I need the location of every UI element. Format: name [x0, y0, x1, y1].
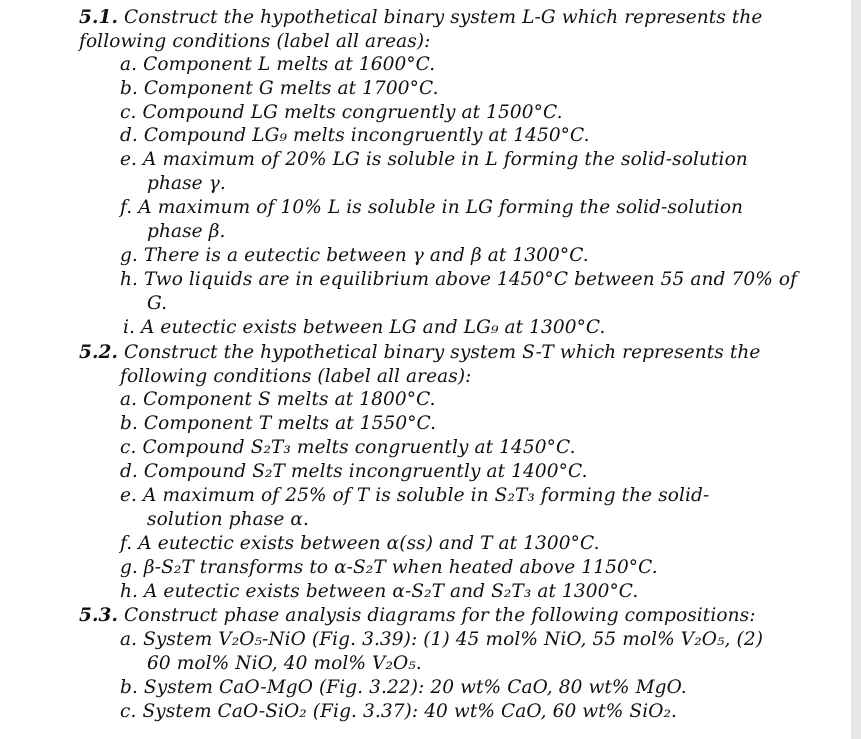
- list-item: [120, 436, 576, 459]
- item-text: A eutectic exists between α(ss) and T at 1300°C.: [138, 533, 600, 554]
- problem-5-2-intro-cont: following conditions (label all areas):: [120, 366, 472, 387]
- list-item: [120, 460, 588, 483]
- list-item: [123, 316, 606, 339]
- page-edge: [851, 0, 861, 739]
- item-text: Component L melts at 1600°C.: [143, 54, 436, 75]
- problem-5-1-intro-cont: following conditions (label all areas):: [79, 31, 431, 52]
- item-text: A maximum of 10% L is soluble in LG forming the solid-solution: [138, 197, 744, 218]
- list-item: [120, 700, 677, 723]
- item-letter: c.: [120, 102, 137, 123]
- item-letter: a.: [120, 629, 138, 650]
- item-letter: a.: [120, 54, 138, 75]
- problem-number: 5.2.: [79, 342, 119, 363]
- problem-5-1-intro: [79, 6, 762, 29]
- item-text: Component T melts at 1550°C.: [143, 413, 437, 434]
- problem-text: Construct the hypothetical binary system L-G which represents the: [124, 7, 763, 28]
- list-item: [120, 532, 600, 555]
- item-text: System CaO-MgO (Fig. 3.22): 20 wt% CaO, 80 wt% MgO.: [143, 677, 687, 698]
- item-letter: d.: [120, 461, 138, 482]
- item-text: β-S₂T transforms to α-S₂T when heated above 1150°C.: [143, 557, 658, 578]
- list-item: [120, 53, 435, 76]
- list-item: [120, 77, 439, 100]
- list-item: [120, 484, 709, 507]
- item-letter: a.: [120, 389, 138, 410]
- item-letter: b.: [120, 677, 138, 698]
- item-letter: b.: [120, 413, 138, 434]
- item-letter: g.: [120, 557, 138, 578]
- item-letter: c.: [120, 701, 137, 722]
- item-text-cont: phase β.: [147, 221, 226, 242]
- list-item: [120, 412, 436, 435]
- item-text-cont: solution phase α.: [147, 509, 309, 530]
- item-text: A maximum of 20% LG is soluble in L forming the solid-solution: [143, 149, 748, 170]
- item-letter: e.: [120, 149, 138, 170]
- item-letter: e.: [120, 485, 138, 506]
- problem-5-3-intro: [79, 604, 756, 627]
- problem-text: Construct phase analysis diagrams for the following compositions:: [124, 605, 756, 626]
- list-item: [120, 148, 748, 171]
- problem-5-2-intro: [79, 341, 760, 364]
- item-text: A maximum of 25% of T is soluble in S₂T₃ forming the solid-: [143, 485, 710, 506]
- problem-number: 5.3.: [79, 605, 119, 626]
- list-item: [120, 196, 743, 219]
- item-letter: f.: [120, 197, 133, 218]
- list-item: [120, 628, 763, 651]
- item-text: Component S melts at 1800°C.: [143, 389, 436, 410]
- list-item: [120, 388, 436, 411]
- list-item: [120, 124, 590, 147]
- list-item: [120, 244, 589, 267]
- item-text: Compound S₂T melts incongruently at 1400°C.: [143, 461, 588, 482]
- item-text: Two liquids are in equilibrium above 1450°C between 55 and 70% of: [143, 269, 798, 290]
- item-text: Component G melts at 1700°C.: [143, 78, 439, 99]
- item-text: A eutectic exists between LG and LG₉ at 1300°C.: [140, 317, 606, 338]
- item-letter: g.: [120, 245, 138, 266]
- item-text: Compound S₂T₃ melts congruently at 1450°C.: [142, 437, 576, 458]
- item-letter: c.: [120, 437, 137, 458]
- item-text: Compound LG melts congruently at 1500°C.: [142, 102, 563, 123]
- list-item: [120, 101, 563, 124]
- problem-text: Construct the hypothetical binary system S-T which represents the: [124, 342, 761, 363]
- list-item: [120, 268, 797, 291]
- item-letter: h.: [120, 269, 138, 290]
- item-letter: b.: [120, 78, 138, 99]
- item-text: A eutectic exists between α-S₂T and S₂T₃ at 1300°C.: [143, 581, 639, 602]
- item-text-cont: 60 mol% NiO, 40 mol% V₂O₅.: [147, 653, 422, 674]
- list-item: [120, 556, 658, 579]
- item-text: There is a eutectic between γ and β at 1300°C.: [143, 245, 589, 266]
- item-letter: f.: [120, 533, 133, 554]
- list-item: [120, 580, 638, 603]
- list-item: [120, 676, 687, 699]
- problem-number: 5.1.: [79, 7, 119, 28]
- item-text: System CaO-SiO₂ (Fig. 3.37): 40 wt% CaO, 60 wt% SiO₂.: [142, 701, 677, 722]
- item-letter: i.: [123, 317, 135, 338]
- item-text-cont: phase γ.: [147, 173, 226, 194]
- item-text-cont: G.: [147, 293, 168, 314]
- item-letter: d.: [120, 125, 138, 146]
- item-text: Compound LG₉ melts incongruently at 1450°C.: [143, 125, 590, 146]
- item-text: System V₂O₅-NiO (Fig. 3.39): (1) 45 mol% NiO, 55 mol% V₂O₅, (2): [143, 629, 764, 650]
- item-letter: h.: [120, 581, 138, 602]
